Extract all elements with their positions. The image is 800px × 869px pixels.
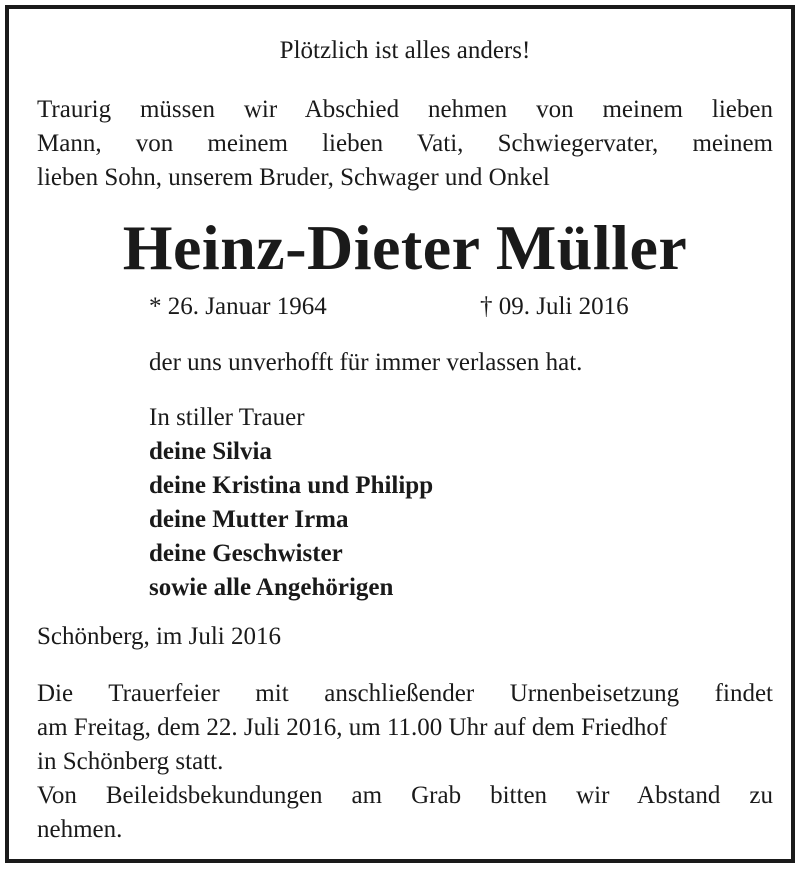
passed-text: der uns unverhofft für immer verlassen hat. (149, 349, 583, 376)
ceremony-line: in Schönberg statt. (37, 748, 224, 775)
obituary-notice (5, 5, 795, 863)
ceremony-line: Von Beileidsbekundungen am Grab bitten wir Abstand zu (37, 782, 773, 809)
intro-line: Traurig müssen wir Abschied nehmen von meinem lieben (37, 96, 773, 123)
mourning-label: In stiller Trauer (149, 404, 305, 431)
mourner-name: deine Kristina und Philipp (149, 472, 434, 499)
intro-line: lieben Sohn, unserem Bruder, Schwager und Onkel (37, 164, 550, 191)
ceremony-paragraph (37, 677, 773, 847)
ceremony-line: nehmen. (37, 816, 123, 843)
mourner-name: deine Silvia (149, 438, 272, 465)
mourner-name: deine Mutter Irma (149, 506, 349, 533)
ceremony-line: Die Trauerfeier mit anschließender Urnenbeisetzung findet (37, 680, 773, 707)
mourner-name: sowie alle Angehörigen (149, 574, 394, 601)
mourner-name: deine Geschwister (149, 540, 343, 567)
headline: Plötzlich ist alles anders! (279, 37, 531, 64)
death-date: † 09. Juli 2016 (480, 293, 629, 320)
birth-date: * 26. Januar 1964 (149, 293, 327, 320)
ceremony-line: am Freitag, dem 22. Juli 2016, um 11.00 Uhr auf dem Friedhof (37, 714, 668, 741)
mourners-list (149, 401, 433, 605)
intro-line: Mann, von meinem lieben Vati, Schwiegervater, meinem (37, 130, 773, 157)
place-date: Schönberg, im Juli 2016 (37, 623, 281, 650)
obituary-content (37, 9, 773, 859)
intro-paragraph (37, 93, 773, 195)
deceased-name: Heinz-Dieter Müller (122, 212, 688, 283)
